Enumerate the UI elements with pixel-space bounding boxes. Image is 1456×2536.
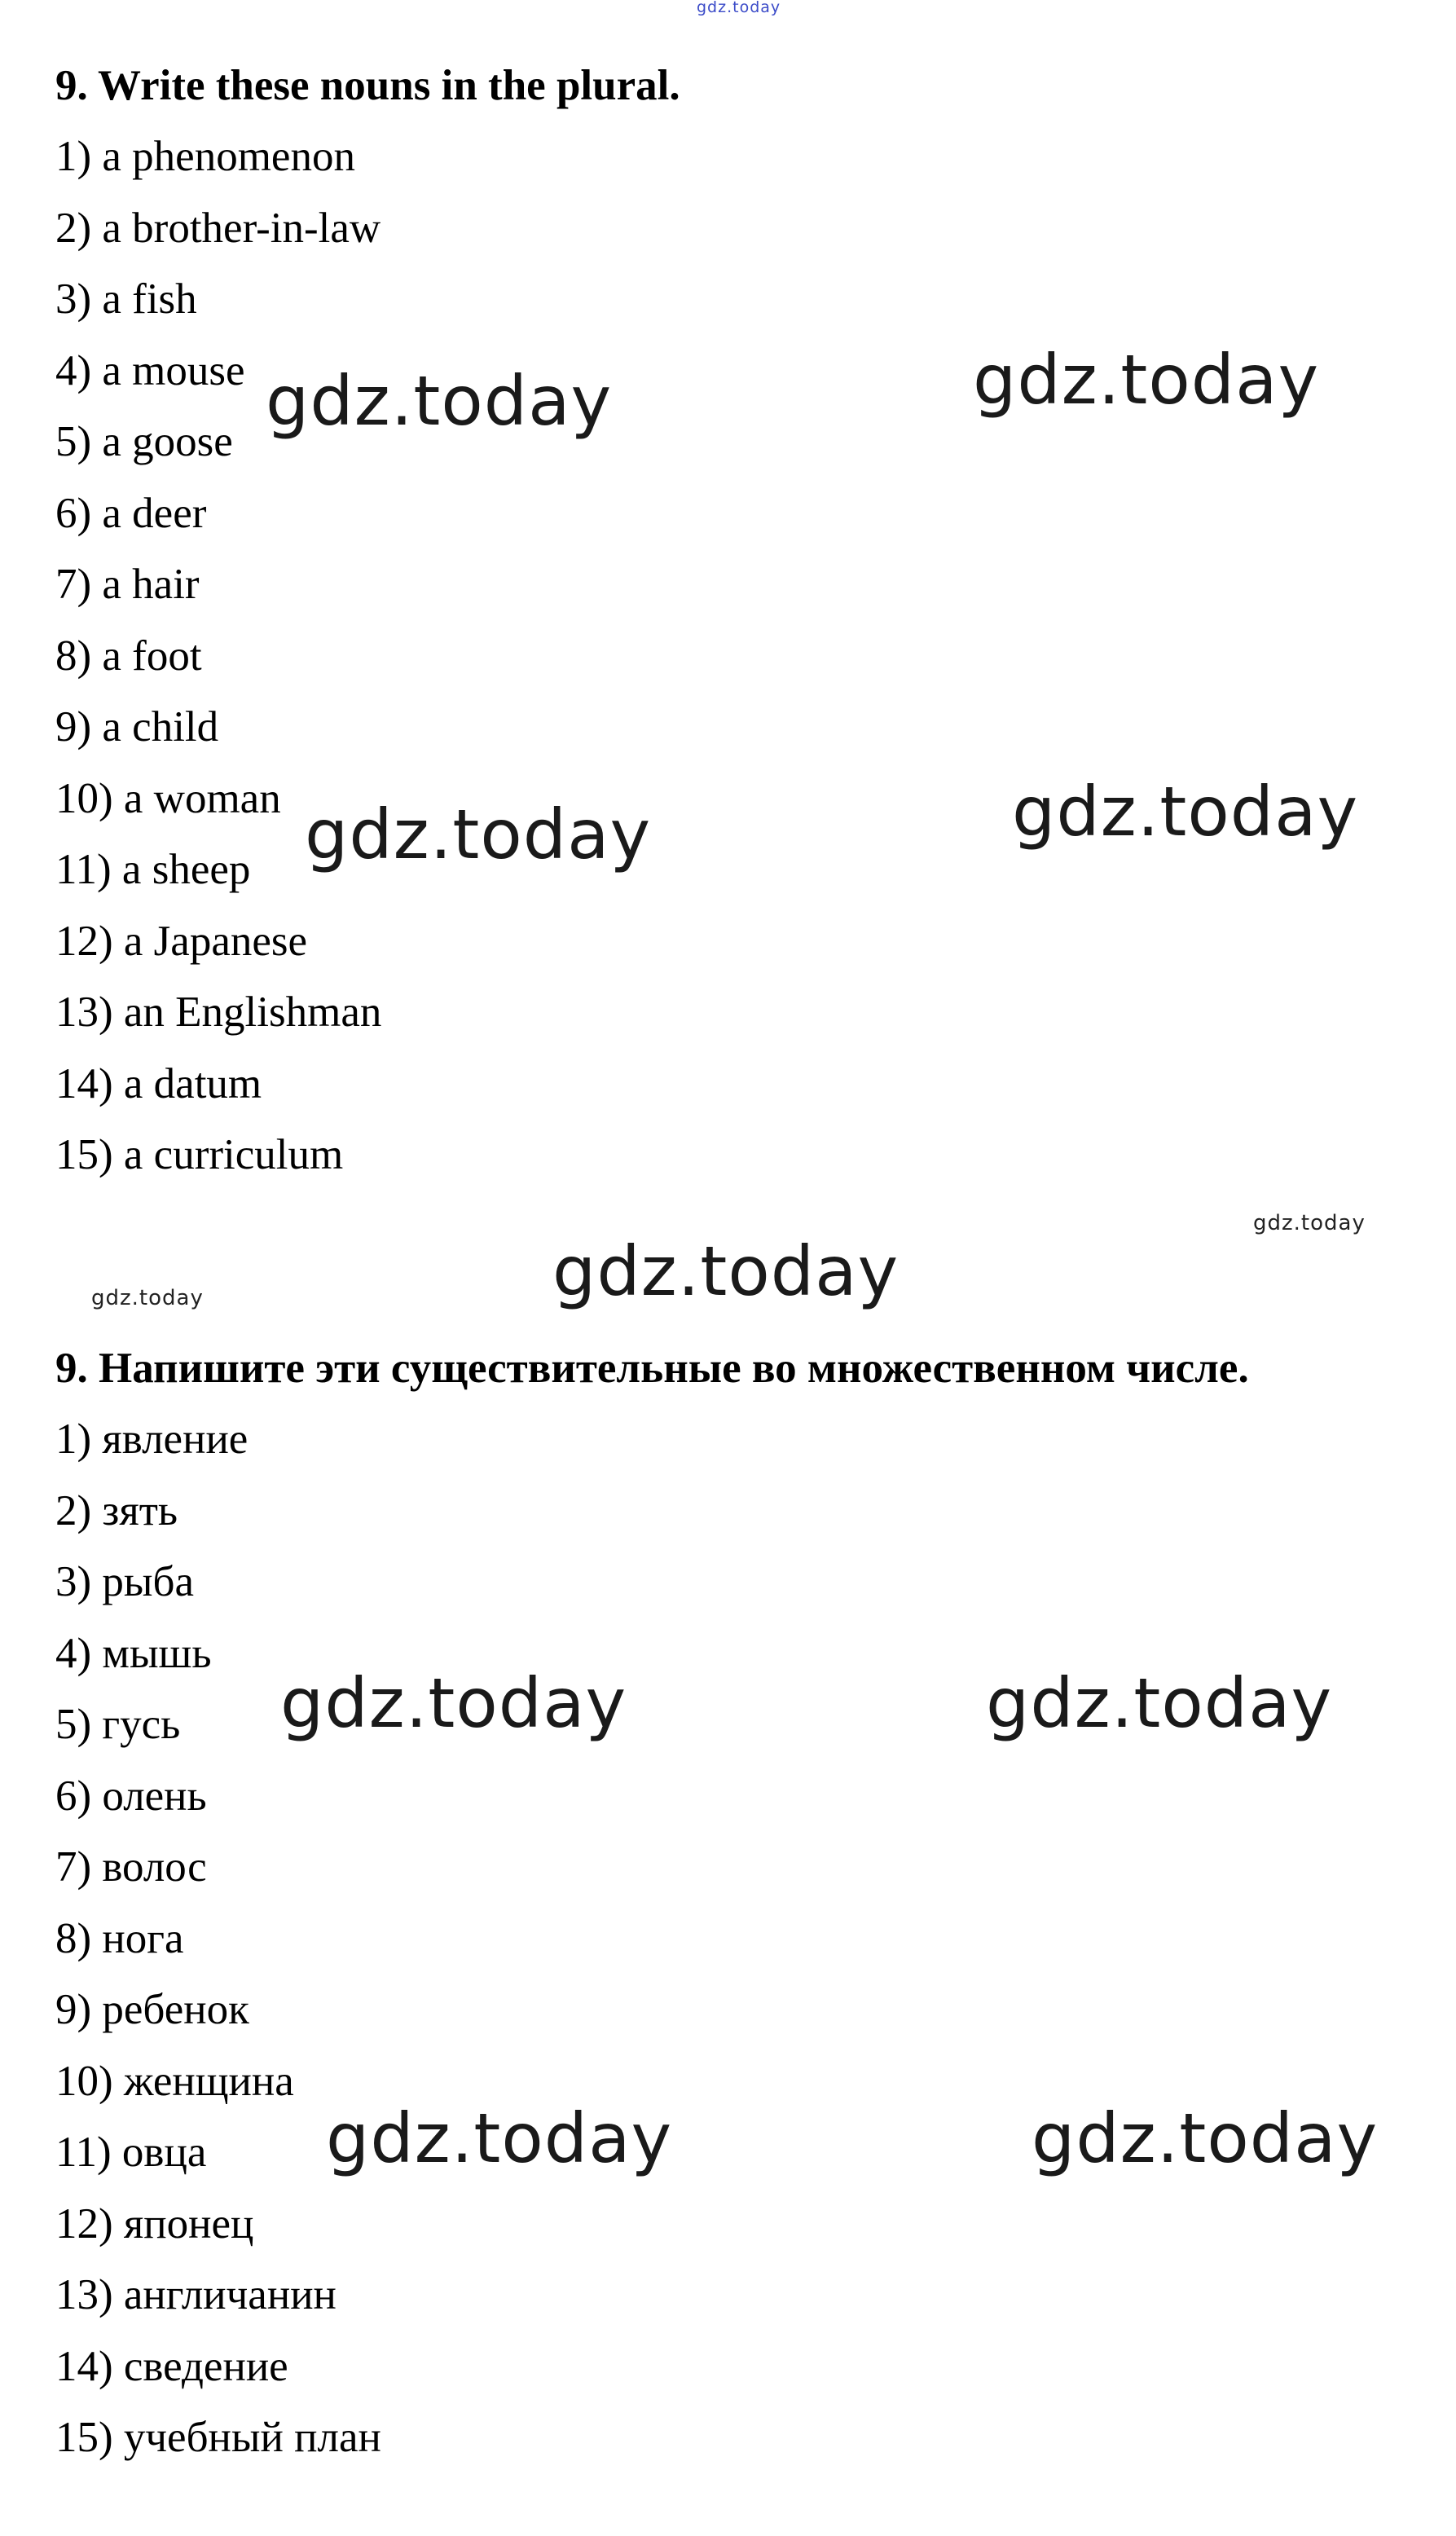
watermark: gdz.today — [1032, 2098, 1379, 2178]
list-item: 12) a Japanese — [55, 917, 308, 965]
list-item: 4) a mouse — [55, 346, 245, 394]
list-item: 14) сведение — [55, 2342, 288, 2390]
list-item: 8) a foot — [55, 632, 202, 680]
list-item: 5) гусь — [55, 1701, 181, 1748]
list-item: 10) a woman — [55, 774, 281, 822]
watermark: gdz.today — [697, 0, 781, 16]
list-item: 14) a datum — [55, 1059, 262, 1107]
list-item: 12) японец — [55, 2199, 254, 2248]
list-item: 11) a sheep — [55, 846, 251, 893]
russian-exercise — [55, 1333, 1249, 2474]
exercise-heading: 9. Напишите эти существительные во множественном числе. — [55, 1345, 1249, 1392]
list-item: 4) мышь — [55, 1629, 212, 1677]
list-item: 6) олень — [55, 1772, 207, 1820]
watermark: gdz.today — [326, 2098, 673, 2178]
list-item: 9) ребенок — [55, 1986, 249, 2033]
list-item: 1) a phenomenon — [55, 133, 355, 180]
watermark: gdz.today — [1253, 1211, 1366, 1235]
list-item: 7) волос — [55, 1843, 207, 1891]
list-item: 11) овца — [55, 2129, 207, 2176]
watermark: gdz.today — [552, 1231, 900, 1311]
list-item: 10) женщина — [55, 2057, 294, 2105]
watermark: gdz.today — [266, 361, 613, 441]
list-item: 2) зять — [55, 1486, 178, 1534]
list-item: 7) a hair — [55, 561, 200, 608]
list-item: 6) a deer — [55, 489, 207, 537]
watermark: gdz.today — [280, 1663, 627, 1743]
list-item: 13) англичанин — [55, 2271, 337, 2318]
list-item: 2) a brother-in-law — [55, 204, 381, 252]
watermark: gdz.today — [986, 1663, 1333, 1743]
list-item: 9) a child — [55, 703, 219, 751]
watermark: gdz.today — [973, 340, 1320, 420]
watermark: gdz.today — [1012, 772, 1359, 852]
watermark: gdz.today — [305, 795, 652, 874]
list-item: 15) a curriculum — [55, 1131, 344, 1178]
list-item: 8) нога — [55, 1914, 184, 1962]
list-item: 13) an Englishman — [55, 988, 382, 1036]
watermark: gdz.today — [91, 1286, 204, 1310]
list-item: 1) явление — [55, 1415, 249, 1463]
exercise-heading: 9. Write these nouns in the plural. — [55, 62, 680, 109]
list-item: 5) a goose — [55, 418, 233, 465]
list-item: 15) учебный план — [55, 2414, 381, 2461]
list-item: 3) a fish — [55, 275, 197, 323]
list-item: 3) рыба — [55, 1558, 194, 1605]
english-exercise — [55, 51, 680, 1191]
